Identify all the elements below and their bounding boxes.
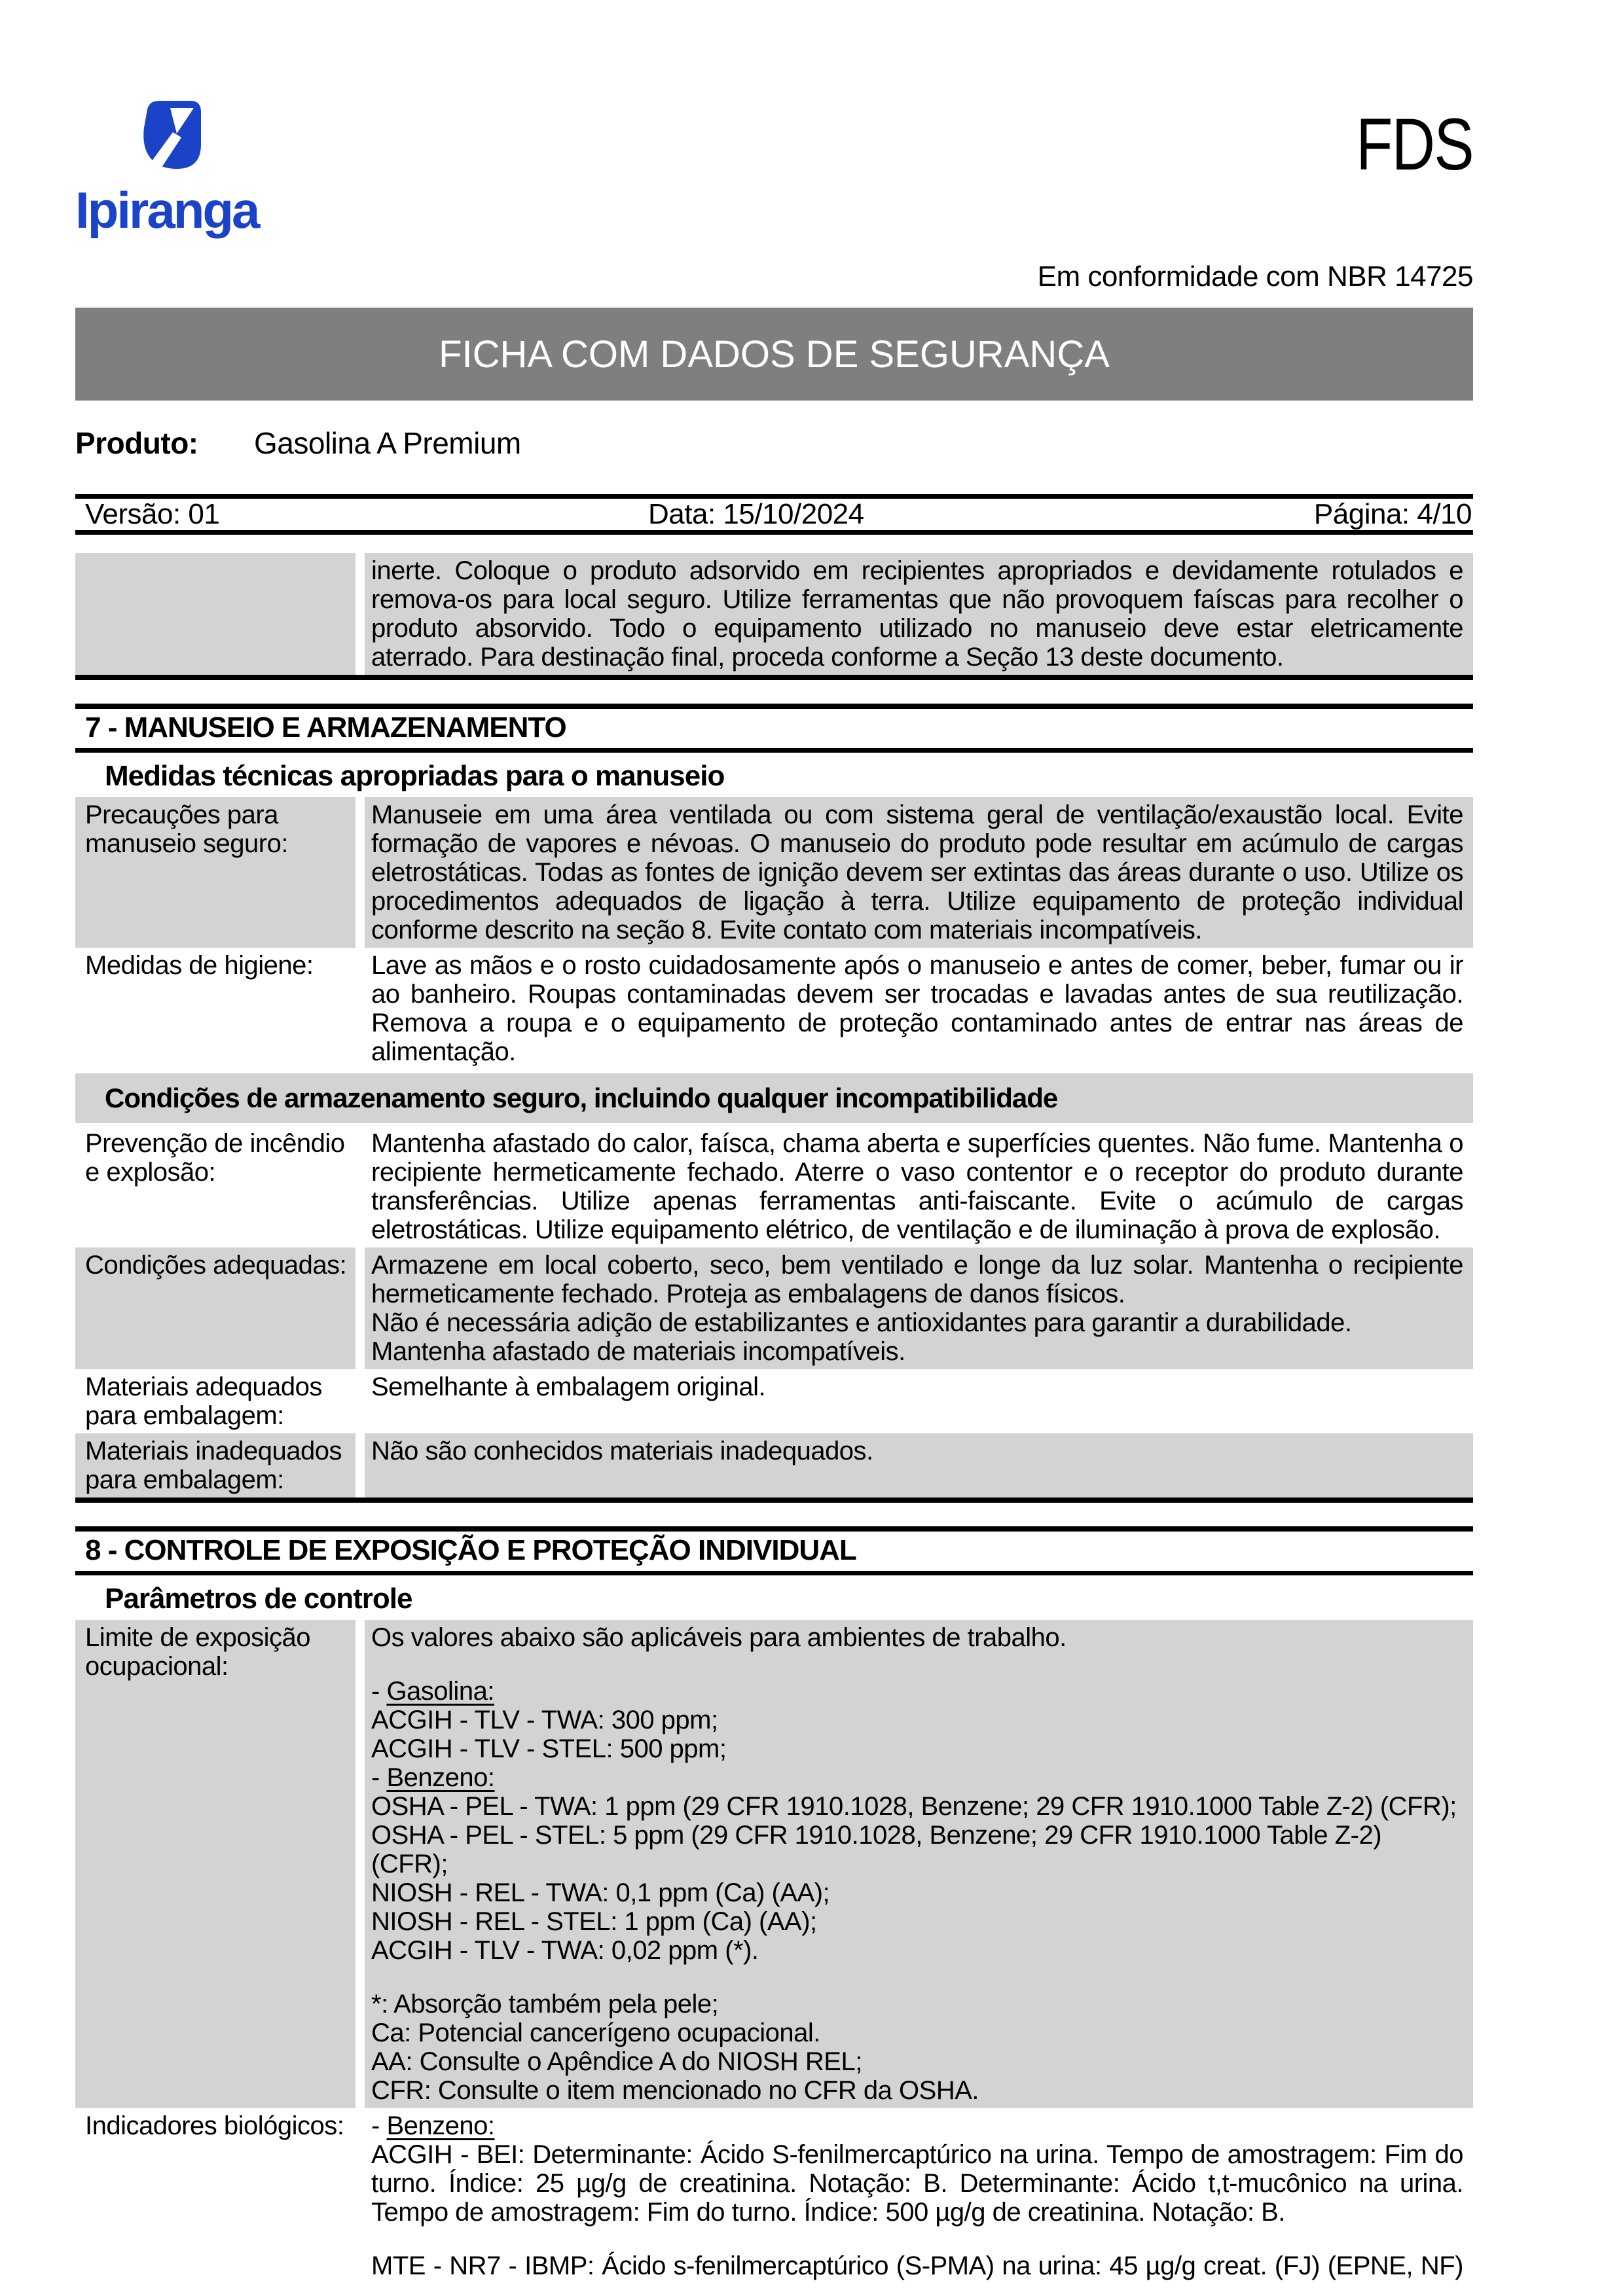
document-body xyxy=(75,553,1473,2284)
row-value xyxy=(365,1620,1473,2108)
row-label xyxy=(75,553,356,675)
row-label: Materiais adequados para embalagem: xyxy=(75,1369,356,1433)
table-row xyxy=(75,2108,1473,2284)
text-line: ACGIH - TLV - TWA: 300 ppm; xyxy=(371,1706,718,1734)
column-gap xyxy=(356,2108,365,2284)
text-line: Não são conhecidos materiais inadequados. xyxy=(371,1437,873,1465)
column-gap xyxy=(356,948,365,1069)
row-label: Condições adequadas: xyxy=(75,1247,356,1369)
text-line: Lave as mãos e o rosto cuidadosamente após o manuseio e antes de comer, beber, fumar ou ir ao banheiro. Roupas contaminadas devem ser trocadas e lavadas antes de sua reutilização. Remova a roupa e o equipamento de proteção contaminado antes de entrar nas áreas de alimentação. xyxy=(371,951,1463,1066)
version-value: Versão: 01 xyxy=(85,498,220,530)
column-gap xyxy=(356,1433,365,1498)
underlined-term: Benzeno: xyxy=(386,2111,495,2140)
ipiranga-wordmark: Ipiranga xyxy=(75,181,259,239)
text-line: NIOSH - REL - STEL: 1 ppm (Ca) (AA); xyxy=(371,1907,817,1936)
section8-heading: 8 - CONTROLE DE EXPOSIÇÃO E PROTEÇÃO INDIVIDUAL xyxy=(75,1526,1473,1575)
document-title: FICHA COM DADOS DE SEGURANÇA xyxy=(439,332,1110,376)
product-line xyxy=(75,425,521,461)
column-gap xyxy=(356,1247,365,1369)
text-line: - Benzeno: xyxy=(371,2111,495,2140)
text-line: Não é necessária adição de estabilizantes e antioxidantes para garantir a durabilidade. xyxy=(371,1308,1352,1337)
text-line: - Benzeno: xyxy=(371,1763,495,1792)
underlined-term: Benzeno: xyxy=(386,1763,495,1792)
text-line: Semelhante à embalagem original. xyxy=(371,1372,766,1401)
text-line: ACGIH - TLV - STEL: 500 ppm; xyxy=(371,1734,727,1763)
column-gap xyxy=(356,1620,365,2108)
ipiranga-flame-icon xyxy=(139,100,202,170)
row-value xyxy=(365,553,1473,675)
row-value xyxy=(365,2108,1473,2284)
row-label: Limite de exposição ocupacional: xyxy=(75,1620,356,2108)
page-number: Página: 4/10 xyxy=(1313,498,1472,530)
row-label: Medidas de higiene: xyxy=(75,948,356,1069)
text-line: Ca: Potencial cancerígeno ocupacional. xyxy=(371,2018,820,2047)
row-value xyxy=(365,1369,1473,1433)
row-value xyxy=(365,1126,1473,1247)
date-value: Data: 15/10/2024 xyxy=(648,498,864,530)
row-value xyxy=(365,797,1473,948)
underlined-term: Gasolina: xyxy=(386,1677,494,1706)
text-line: ACGIH - BEI: Determinante: Ácido S-fenilmercaptúrico na urina. Tempo de amostragem: Fim do turno. Índice: 25 µg/g de creatinina. Notação: B. Determinante: Ácido t,t-mucônico na urina. Tempo de amostragem: Fim do turno. Índice: 500 µg/g de creatinina. Notação: B. xyxy=(371,2140,1463,2227)
text-line: Os valores abaixo são aplicáveis para ambientes de trabalho. xyxy=(371,1623,1067,1652)
column-gap xyxy=(356,1126,365,1247)
row-value xyxy=(365,948,1473,1069)
column-gap xyxy=(356,1369,365,1433)
product-label: Produto: xyxy=(75,426,198,460)
section7-subheading: Medidas técnicas apropriadas para o manuseio xyxy=(105,760,725,792)
text-line: - Gasolina: xyxy=(371,1677,494,1706)
text-line: Manuseie em uma área ventilada ou com sistema geral de ventilação/exaustão local. Evite formação de vapores e névoas. O manuseio do produto pode resultar em acúmulo de cargas eletrostáticas. Todas as fontes de ignição devem ser extintas das áreas durante o uso. Utilize os procedimentos adequados de ligação à terra. Utilize equipamento de proteção individual conforme descrito na seção 8. Evite contato com materiais incompatíveis. xyxy=(371,800,1463,944)
ipiranga-logo xyxy=(75,98,272,242)
compliance-note: Em conformidade com NBR 14725 xyxy=(1037,260,1473,293)
table-row xyxy=(75,797,1473,948)
row-label: Indicadores biológicos: xyxy=(75,2108,356,2284)
blank-line xyxy=(371,2227,1463,2251)
meta-row xyxy=(75,494,1473,535)
row-value xyxy=(365,1433,1473,1498)
section7-heading: 7 - MANUSEIO E ARMAZENAMENTO xyxy=(75,704,1473,753)
column-gap xyxy=(356,797,365,948)
product-name: Gasolina A Premium xyxy=(254,426,521,460)
row-value xyxy=(365,1247,1473,1369)
blank-line xyxy=(371,1965,1463,1990)
section8-rows xyxy=(75,1620,1473,2284)
text-line: NIOSH - REL - TWA: 0,1 ppm (Ca) (AA); xyxy=(371,1878,830,1907)
text-line: OSHA - PEL - STEL: 5 ppm (29 CFR 1910.1028, Benzene; 29 CFR 1910.1000 Table Z-2) (CFR); xyxy=(371,1821,1382,1878)
document-title-bar xyxy=(75,308,1473,401)
table-row xyxy=(75,1126,1473,1247)
table-row xyxy=(75,1433,1473,1498)
text-line: Armazene em local coberto, seco, bem ventilado e longe da luz solar. Mantenha o recipiente hermeticamente fechado. Proteja as embalagens de danos físicos. xyxy=(371,1251,1463,1308)
row-label: Materiais inadequados para embalagem: xyxy=(75,1433,356,1498)
section7-handling-rows xyxy=(75,797,1473,1069)
section7-storage-rows xyxy=(75,1126,1473,1498)
text-line: Mantenha afastado de materiais incompatíveis. xyxy=(371,1337,905,1366)
table-row xyxy=(75,948,1473,1069)
section6-continuation-row xyxy=(75,553,1473,675)
text-line: MTE - NR7 - IBMP: Ácido s-fenilmercaptúrico (S-PMA) na urina: 45 µg/g creat. (FJ) (EPNE, NF) xyxy=(371,2251,1463,2280)
text-line: inerte. Coloque o produto adsorvido em recipientes apropriados e devidamente rotulados e remova-os para local seguro. Utilize ferramentas que não provoquem faíscas para recolher o produto absorvido. Todo o equipamento utilizado no manuseio deve estar eletricamente aterrado. Para destinação final, proceda conforme a Seção 13 deste documento. xyxy=(371,556,1463,672)
table-row xyxy=(75,1620,1473,2108)
table-row xyxy=(75,553,1473,675)
text-line: OSHA - PEL - TWA: 1 ppm (29 CFR 1910.1028, Benzene; 29 CFR 1910.1000 Table Z-2) (CFR); xyxy=(371,1792,1457,1821)
doc-code: FDS xyxy=(1356,103,1473,185)
blank-line xyxy=(371,1652,1463,1677)
text-line: AA: Consulte o Apêndice A do NIOSH REL; xyxy=(371,2047,862,2076)
table-row xyxy=(75,1369,1473,1433)
storage-conditions-banner: Condições de armazenamento seguro, incluindo qualquer incompatibilidade xyxy=(75,1073,1473,1123)
row-label: Precauções para manuseio seguro: xyxy=(75,797,356,948)
text-line: CFR: Consulte o item mencionado no CFR da OSHA. xyxy=(371,2076,979,2105)
section-divider xyxy=(75,675,1473,680)
text-line: ACGIH - TLV - TWA: 0,02 ppm (*). xyxy=(371,1936,759,1965)
row-label: Prevenção de incêndio e explosão: xyxy=(75,1126,356,1247)
section8-subheading: Parâmetros de controle xyxy=(105,1583,412,1615)
text-line: *: Absorção também pela pele; xyxy=(371,1990,719,2018)
column-gap xyxy=(356,553,365,675)
section-divider xyxy=(75,1498,1473,1503)
text-line: Mantenha afastado do calor, faísca, chama aberta e superfícies quentes. Não fume. Mantenha o recipiente hermeticamente fechado. Aterre o vaso contentor e o receptor do produto durante transferências. Utilize apenas ferramentas anti-faiscante. Evite o acúmulo de cargas eletrostáticas. Utilize equipamento elétrico, de ventilação e de iluminação à prova de explosão. xyxy=(371,1129,1463,1244)
table-row xyxy=(75,1247,1473,1369)
